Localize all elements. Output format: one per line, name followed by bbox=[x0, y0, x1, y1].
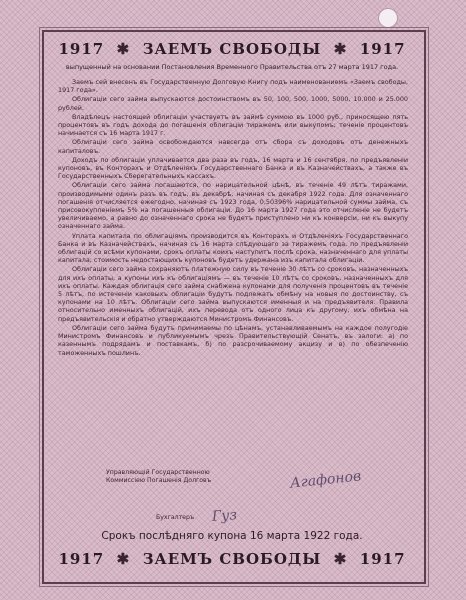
commission-signatory bbox=[106, 469, 211, 485]
subtitle: выпущенный на основании Постановления Временного Правительства отъ 27 марта 1917 года. bbox=[65, 63, 399, 71]
top-banner bbox=[48, 40, 416, 58]
paragraph: Облигаціи сего займа сохраняютъ платежную силу въ теченіе 30 лѣтъ со сроковъ, назначенныхъ для ихъ оплаты, а купоны ихъ къ облигаціямъ — въ теченіе 10 лѣтъ со сроковъ, назначенныхъ для ихъ оплаты. Каждая облигація сего займа снабжена купонами для полученія процентовъ въ теченіе 5 лѣтъ, по истеченіи каковыхъ облигаціи будутъ подлежать обмѣну на новыя по достоинству, съ купонами на 10 лѣтъ. Облигаціи сего займа выпускаются именныя и на предъявителя. Правила относительно именныхъ облигацій, ихъ перевода отъ одного лица къ другому, ихъ обмѣна на предъявительскія и обратно утверждаются Министромъ Финансовъ. bbox=[58, 265, 408, 323]
paragraph: Облигаціи сего займа будутъ принимаемы по цѣнамъ, устанавливаемымъ на каждое полугодіе Министромъ Финансовъ и публикуемымъ чрезъ Правительствующій Сенатъ, въ залоги: а) по казеннымъ подрядамъ и поставкамъ, б) по разсрочиваемому акцизу и в) по обезпеченію таможенныхъ пошлинъ. bbox=[58, 323, 408, 357]
paragraph: Доходъ по облигаціи уплачивается два раза въ годъ, 16 марта и 16 сентября, по предъявленіи купоновъ, въ Конторахъ и Отдѣленіяхъ Государственнаго Банка и въ Казначействахъ, а также въ Государственныхъ Сберегательныхъ кассахъ. bbox=[58, 155, 408, 181]
handwritten-signature: Агафонов bbox=[289, 468, 362, 492]
top-year-left: 1917 bbox=[58, 40, 105, 58]
signatory-line: Управляющій Государственною bbox=[106, 469, 210, 476]
coupon-deadline: Срокъ послѣдняго купона 16 марта 1922 года. bbox=[101, 530, 363, 542]
paragraph: Заемъ сей внесенъ въ Государственную Долговую Книгу подъ наименованиемъ «Заемъ свободы, 1917 года». bbox=[58, 78, 408, 95]
paragraph: Облигаціи сего займа выпускаются достоинствомъ въ 50, 100, 500, 1000, 5000, 10.000 и 25.000 рублей. bbox=[58, 95, 408, 112]
bottom-title: ЗАЕМЪ СВОБОДЫ bbox=[142, 550, 322, 568]
bottom-banner bbox=[48, 550, 416, 568]
top-year-right: 1917 bbox=[359, 40, 406, 58]
handwritten-signature: Гуз bbox=[211, 507, 238, 525]
star-icon: ✱ bbox=[110, 550, 137, 568]
star-icon: ✱ bbox=[110, 40, 137, 58]
punch-hole bbox=[378, 8, 398, 28]
paragraph: Уплата капитала по облигаціямъ производится въ Конторахъ и Отдѣленіяхъ Государственнаго Банка и въ Казначействахъ, начиная съ 16 марта слѣдующаго за тиражемъ года, по предъявленіи облигацій со всѣми купонами, срокъ оплаты коихъ наступитъ послѣ срока, назначеннаго для уплаты капитала; стоимость недостающихъ купоновъ будетъ удержана изъ капитала облигаціи. bbox=[58, 231, 408, 265]
accountant-label: Бухгалтеръ bbox=[156, 514, 195, 521]
bond-text bbox=[58, 78, 408, 358]
paragraph: Облигаціи сего займа погашаются, по нарицательной цѣнѣ, въ теченіе 49 лѣтъ тиражами, производимыми одинъ разъ въ годъ, въ декабрѣ, начиная съ декабря 1922 года. Для означеннаго погашенія отчисляется ежегодно, начиная съ 1923 года, 0,50396% нарицательной суммы займа, съ присовокупленіемъ 5% на погашенныя облигаціи. До 16 марта 1927 года это отчисленіе не будетъ увеличиваемо, а равно до означеннаго срока не будетъ приступлено ни къ конверсіи, ни къ выкупу означеннаго займа. bbox=[58, 181, 408, 231]
bottom-year-left: 1917 bbox=[58, 550, 105, 568]
paragraph: Владѣлецъ настоящей облигаціи участвуетъ въ займѣ суммою въ 1000 руб., приносящею пять процентовъ въ годъ дохода до погашенія облигаціи тиражемъ или выкупомъ; теченіе процентовъ начинается съ 16 марта 1917 г. bbox=[58, 112, 408, 138]
bottom-year-right: 1917 bbox=[359, 550, 406, 568]
paragraph: Облигаціи сего займа освобождаются навсегда отъ сбора съ доходовъ отъ денежныхъ капиталовъ. bbox=[58, 138, 408, 155]
star-icon: ✱ bbox=[327, 40, 354, 58]
signatory-line: Коммиссіею Погашенія Долговъ bbox=[106, 477, 212, 484]
star-icon: ✱ bbox=[327, 550, 354, 568]
top-title: ЗАЕМЪ СВОБОДЫ bbox=[142, 40, 322, 58]
